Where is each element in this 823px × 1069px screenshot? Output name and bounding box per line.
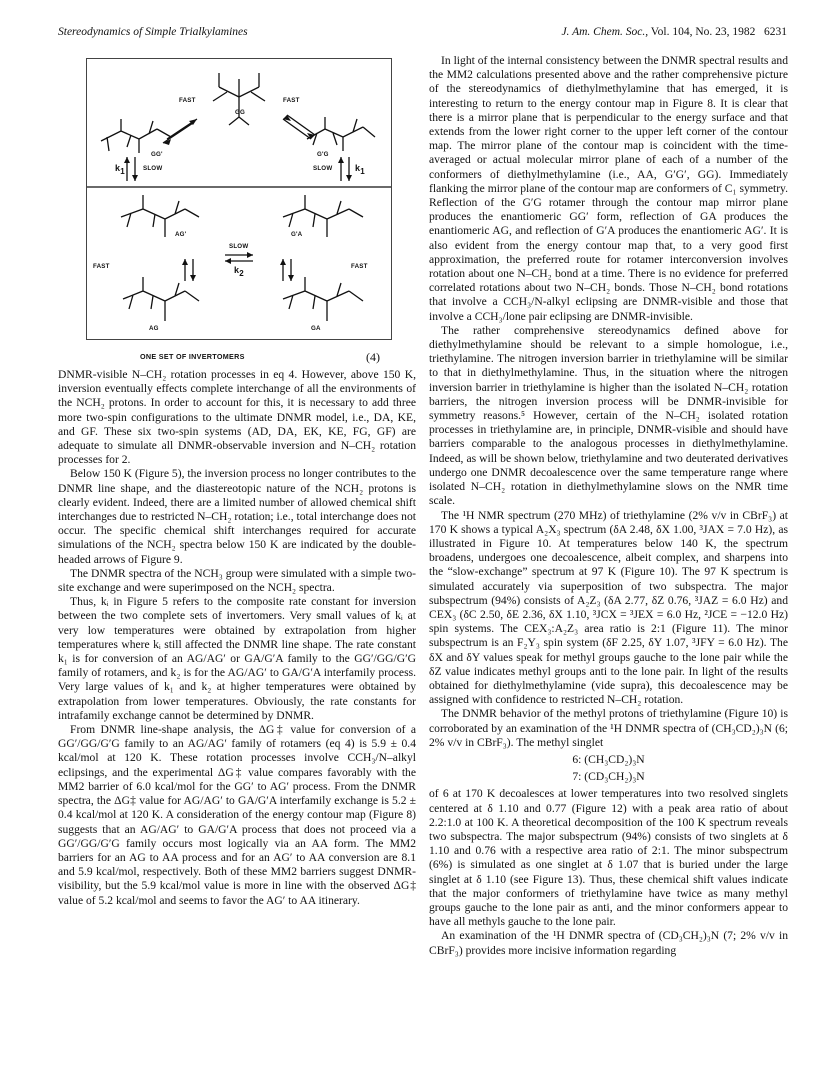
paragraph: In light of the internal consistency between the DNMR spectral results and the MM2 calculations presented above and the rather comprehensive picture of the stereodynamics of diethylmethylamine that has emerged, it is interesting to return to the energy contour map in Figure 8. It is clear that there is a mirror plane that is perpendicular to the energy surface and that extends from the lower right corner to the upper left corner of the contour map. The mirror plane of the contour map is coincident with the time-averaged or actual molecular mirror plane of each of a number of the conformers of diethylmethylamine (i.e., AA, G′G′, GG). Immediately flanking the mirror plane of the contour map are conformers of C₁ symmetry. Reflection of the G′G rotamer through the contour map mirror plane produces the enantiomeric GG′ form, reflection of GA produces the enantiomeric AG, and reflection of G′A produces the enantiomeric AG′. It is also evident from the energy contour map that, to a very good first approximation, the preferred route for rotamer interconversion involves rotation about one N–CH₂ bond at a time. There is no evidence for preferred correlated rotations about two N–CH₂ bonds. Those N–CH₂ bond rotations that involve a CCH₃/N-alkyl eclipsing are DNMR-visible and those that involve a CCH₃/lone pair eclipsing are DNMR-invisible. [429, 54, 788, 323]
right-column [429, 54, 788, 958]
compound-formula: 7: (CD₃CH₂)₃N [572, 770, 645, 784]
label-fast: FAST [179, 97, 196, 104]
running-title: Stereodynamics of Simple Trialkylamines [58, 26, 248, 38]
left-column [58, 368, 416, 908]
compound-formula: 6: (CH₃CD₂)₃N [572, 752, 645, 766]
label-fast: FAST [351, 263, 368, 270]
invertomer-figure [86, 58, 392, 340]
paragraph: An examination of the ¹H DNMR spectra of (CD₃CH₂)₃N (7; 2% v/v in CBrF₃) provides more incisive information regarding [429, 929, 788, 957]
label-k2: $k_2$ [234, 265, 244, 278]
paragraph: Thus, kᵢ in Figure 5 refers to the composite rate constant for inversion between the two complete sets of invertomers. Very small values of kᵢ at very low temperatures were obtained by extrapolation from higher temperatures where kᵢ still affected the DNMR line shape. The rate constant k₁ is for conversion of an AG/AG′ or GA/G′A family to the GG′/GG/G′G family of rotamers, and k₂ is for the AG/AG′ to GA/G′A interfamily process. Very large values of k₁ and k₂ at higher temperatures were obtained by extrapolation from lower temperatures. Obviously, the rate constants for intrafamily exchange cannot be determined by DNMR. [58, 595, 416, 722]
paragraph: DNMR-visible N–CH₂ rotation processes in eq 4. However, above 150 K, inversion eventually effects complete interchange of all the environments of the NCH₂ protons. In order to account for this, it is necessary to add three more two-spin configurations to the ultimate DNMR model, i.e., DA, KE, and GF. These six two-spin systems (AD, DA, EK, KE, FG, GF) are adequate to simulate all DNMR-observable inversion and N–CH₂ rotation processes for 2. [58, 368, 416, 467]
label-ga: GA [311, 325, 321, 332]
label-slow: SLOW [229, 243, 249, 250]
label-slow: SLOW [313, 165, 333, 172]
label-gg: GG [235, 109, 246, 116]
paragraph: Below 150 K (Figure 5), the inversion process no longer contributes to the DNMR line shape, and the diastereotopic nature of the NCH₂ protons is clearly evident. Indeed, there are a limited number of allowed chemical shift interchanges due to restricted N–CH₂ rotation; i.e., total interchange does not occur. The specific chemical shift interchanges required for accurate simulations of the NCH₂ spectra below 150 K are indicated by the double-headed arrows of Figure 9. [58, 467, 416, 566]
label-k1: $k_1$ [355, 163, 365, 176]
label-ag: AG [149, 325, 159, 332]
paragraph: of 6 at 170 K decoalesces at lower temperatures into two resolved singlets centered at δ 1.10 and 0.77 (Figure 12) with a peak area ratio of about 2.2:1.0 at 100 K. A theoretical decomposition of the 100 K spectrum reveals two subspectra. The major subspectrum (94%) consists of two singlets at δ 1.10 and 0.76 with a respective area ratio of 2:1. The minor subspectrum (6%) is simulated as one singlet at δ 1.07 that is buried under the large singlet at δ 1.10 (see Figure 13). Thus, these chemical shift values indicate that the major conformers of triethylamine have twice as many methyl groups gauche to the lone pair as anti, and the minor conformers appear to have all methyls gauche to the lone pair. [429, 787, 788, 929]
paragraph: The ¹H NMR spectrum (270 MHz) of triethylamine (2% v/v in CBrF₃) at 170 K shows a typical A₂X₃ spectrum (δA 2.48, δX 1.00, ³JAX = 7.0 Hz), as illustrated in Figure 10. At temperatures below 140 K, the spectrum broadens, undergoes one decoalescence, albeit complex, and sharpens into the “slow-exchange” spectrum at 97 K (Figure 10). The 97 K spectrum is simulated accurately via superposition of two subspectra. The major subspectrum (94%) consists of A₂Z₃ (δA 2.77, δZ 0.76, ³JAZ = 6.0 Hz) and CEX₃ (δC 2.50, δE 2.36, δX 1.10, ³JCX = ³JEX = 6.0 Hz, ²JCE = −12.0 Hz) spin systems. The CEX₃:A₂Z₃ area ratio is 2:1 (Figure 11). The minor subspectrum is an F₂Y₃ spin system (δF 2.25, δY 1.07, ³JFY = 6.0 Hz). The δX and δY values speak for methyl groups gauche to the lone pair while the δZ value indicates methyl groups anti to the lone pair. In light of the results obtained for diethylmethylamine (vide supra), this decoalescence may be assigned with confidence to restricted N–CH₂ rotation. [429, 508, 788, 707]
label-gpa: G'A [291, 231, 303, 238]
label-slow: SLOW [143, 165, 163, 172]
label-agp: AG' [175, 231, 187, 238]
label-fast: FAST [93, 263, 110, 270]
label-k1: $k_1$ [115, 163, 125, 176]
journal-citation: J. Am. Chem. Soc., Vol. 104, No. 23, 1982 6231 [561, 26, 787, 38]
label-fast: FAST [283, 97, 300, 104]
label-ggp: GG' [151, 151, 163, 158]
page-number: 6231 [764, 26, 787, 38]
paragraph: From DNMR line-shape analysis, the ΔG‡ value for conversion of a GG′/GG/G′G family to an AG/AG′ family of rotamers (eq 4) is 5.9 ± 0.4 kcal/mol at 120 K. These rotation processes involve CCH₃/N–alkyl eclipsings, and the experimental ΔG‡ value compares favorably with the MM2 barrier of 6.0 kcal/mol for the GG′ to AG′ process. From the DNMR spectra, the ΔG‡ value for AG/AG′ to GA/G′A interfamily exchange is 5.2 ± 0.4 kcal/mol at 120 K. A consideration of the energy contour map (Figure 8) suggests that an AG/AG′ to GA/G′A process that does not proceed via a GG′/GG/G′G family occurs most logically via an AA form. The MM2 barriers for an AG to AA process and for an AG′ to AA conversion are 8.1 and 5.9 kcal/mol, respectively. Both of these MM2 barriers suggest DNMR-visibility, but the 5.9 kcal/mol value is more in line with the observed ΔG‡ value of 5.2 kcal/mol and seems to favor the AG′ to AA itinerary. [58, 723, 416, 907]
equation-number: (4) [366, 350, 380, 364]
molecule-drawings [87, 59, 391, 339]
paragraph: The DNMR spectra of the NCH₃ group were simulated with a simple two-site exchange and were superimposed on the NCH₂ spectra. [58, 566, 416, 595]
figure-caption: ONE SET OF INVERTOMERS [140, 352, 245, 361]
paragraph: The DNMR behavior of the methyl protons of triethylamine (Figure 10) is corroborated by an examination of the ¹H DNMR spectra of (CH₃CD₂)₃N (6; 2% v/v in CBrF₃). The methyl singlet [429, 707, 788, 749]
label-gpg: G'G [317, 151, 329, 158]
running-header [58, 26, 787, 42]
paragraph: The rather comprehensive stereodynamics defined above for diethylmethylamine should be relevant to a simple homologue, i.e., triethylamine. The nitrogen inversion barrier in triethylamine will be similar to that in diethylmethylamine. Thus, in the situation where the nitrogen inversion barrier in triethylamine is higher than the isolated N–CH₂ rotation barriers, the nitrogen inversion process will be DNMR-invisible for symmetry reasons.⁵ However, certain of the N–CH₂ isolated rotation processes in triethylamine are, in principle, DNMR-visible and should have barriers comparable to the analogous processes in diethylmethylamine. Indeed, as will be shown below, triethylamine and two deuterated derivatives undergo one DNMR decoalescence over the same temperature range where isolated N–CH₂ rotation in diethylmethylamine slows on the NMR time scale. [429, 323, 788, 508]
